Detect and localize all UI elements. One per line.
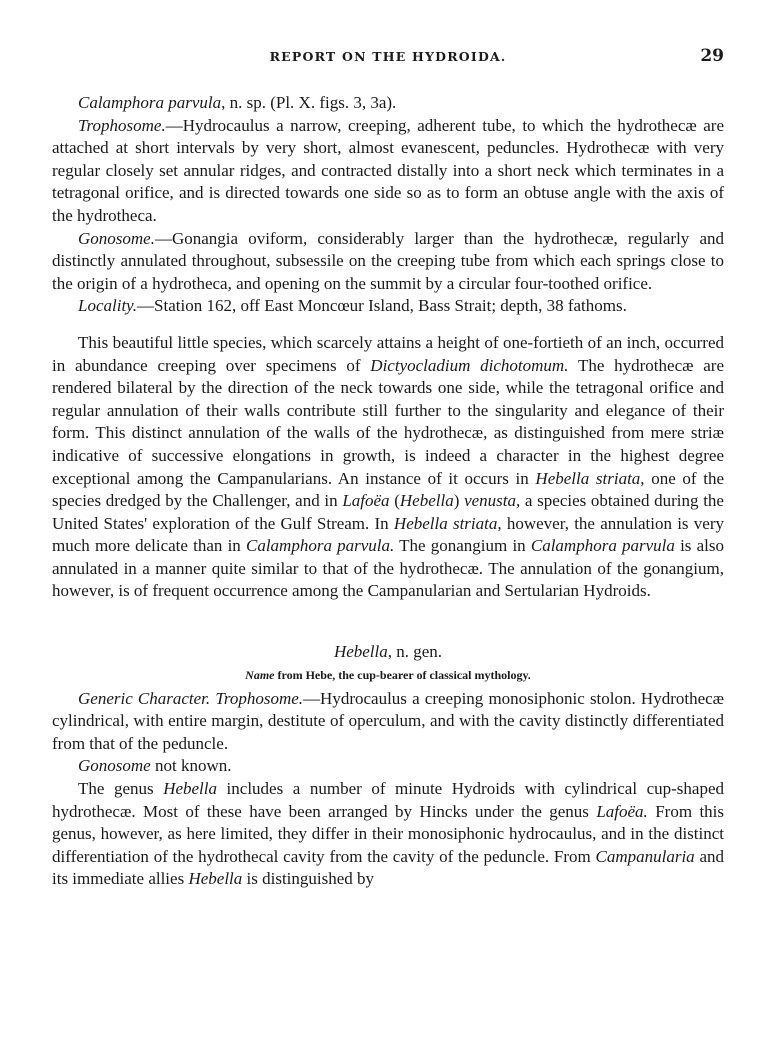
genus-discussion-paragraph xyxy=(52,778,724,891)
genus-gonosome-paragraph xyxy=(52,755,724,778)
trophosome-label: Trophosome. xyxy=(78,115,166,135)
text-run: is distinguished by xyxy=(242,869,375,889)
text-run: The hydrothecæ are rendered bilateral by the direction of the neck towards one side, while the tetragonal orifice and regular annulation of their walls contribute still further to the singularity and elegance of their form. This distinct annulation of the walls of the hydrothecæ, as distinguished from mere striæ indicative of successive elongations in growth, is indeed a character in the highest degree exceptional among the Campanularians. An instance of it occurs in xyxy=(52,355,724,488)
generic-character-text: —Hydrocaulus a creeping monosiphonic stolon. Hydrothecæ cylindrical, with entire margin, destitute of operculum, and with the cavity distinctly differentiated from that of the peduncle. xyxy=(52,688,725,753)
page-header xyxy=(52,46,724,68)
text-run: is also annulated in a manner quite similar to that of the hydrothecæ. The annulation of the gonangium, however, is of frequent occurrence among the Campanularian and Sertularian Hydroids. xyxy=(52,536,724,601)
gonosome-paragraph xyxy=(52,228,724,296)
italic-run: Hebella xyxy=(163,779,218,799)
text-run: The gonangium in xyxy=(394,536,531,556)
gonosome-text: —Gonangia oviform, considerably larger than the hydrothecæ, regularly and distinctly annulated throughout, subsessile on the creeping tube from which each springs close to the origin of a hydrotheca, and opening on the summit by a circular four-toothed orifice. xyxy=(52,228,724,293)
italic-run: Hebella xyxy=(399,491,454,511)
text-run: includes a number of minute Hydroids with cylindrical cup-shaped hydrothecæ. Most of these have been arranged by Hincks under the genus xyxy=(52,779,725,821)
gonosome-label: Gonosome. xyxy=(78,228,155,248)
species-heading-suffix: , n. sp. (Pl. X. figs. 3, 3a). xyxy=(221,93,397,112)
genus-trophosome-label: Trophosome. xyxy=(215,688,304,708)
italic-run: Hebella xyxy=(188,869,243,889)
generic-character-paragraph xyxy=(52,688,724,756)
species-name: Calamphora parvula xyxy=(78,93,222,112)
discussion-paragraph xyxy=(52,332,724,603)
italic-run: Hebella striata, xyxy=(535,468,645,488)
text-run: This beautiful little species, which scarcely attains a height of one-fortieth of an inch, occurred in abundance creeping over specimens of xyxy=(52,332,724,375)
text-run: ) xyxy=(453,491,465,511)
generic-character-label: Generic Character. xyxy=(78,688,211,708)
italic-run: Lafoëa. xyxy=(596,801,648,821)
genus-heading-suffix: , n. gen. xyxy=(387,642,443,662)
genus-gonosome-text: not known. xyxy=(150,756,232,776)
text-run: a species obtained during the United States' exploration of the Gulf Stream. In xyxy=(52,491,724,533)
etymology-text: from Hebe, the cup-bearer of classical mythology. xyxy=(274,667,531,682)
italic-run: venusta, xyxy=(464,491,521,511)
genus-gonosome-label: Gonosome xyxy=(78,756,151,776)
page-number: 29 xyxy=(700,46,724,66)
trophosome-paragraph xyxy=(52,115,724,228)
locality-text: —Station 162, off East Moncœur Island, Bass Strait; depth, 38 fathoms. xyxy=(137,296,627,316)
text-run: one of the species dredged by the Challenger, and in xyxy=(52,468,724,511)
etymology-note xyxy=(52,666,724,684)
italic-run: Hebella striata, xyxy=(393,513,502,533)
italic-run: Lafoëa xyxy=(342,491,390,511)
text-run: ( xyxy=(389,491,400,511)
text-run: The genus xyxy=(78,779,164,799)
running-head: REPORT ON THE HYDROIDA. xyxy=(269,49,507,64)
locality-paragraph xyxy=(52,295,724,318)
text-run: From this genus, however, as here limited, they differ in their monosiphonic hydrocaulus, and in the distinct differentiation of the hydrothecal cavity from the cavity of the peduncle. From xyxy=(52,801,725,866)
italic-run: Calamphora parvula. xyxy=(245,536,395,556)
genus-heading xyxy=(52,641,724,664)
italic-run: Campanularia xyxy=(595,846,695,866)
text-run: however, the annulation is very much more delicate than in xyxy=(52,513,724,556)
text-run: and its immediate allies xyxy=(52,846,724,889)
italic-run: Dictyocladium dichotomum. xyxy=(370,355,569,375)
page-body xyxy=(52,92,724,891)
etymology-label: Name xyxy=(245,667,275,682)
species-heading xyxy=(52,92,724,115)
italic-run: Calamphora parvula xyxy=(530,536,675,556)
locality-label: Locality. xyxy=(78,296,138,316)
trophosome-text: —Hydrocaulus a narrow, creeping, adherent tube, to which the hydrothecæ are attached at short intervals by very short, almost evanescent, peduncles. Hydrothecæ with very regular closely set annular ridges, and contracted distally into a short neck which terminates in a tetragonal orifice, and is directed towards one side so as to form an obtuse angle with the axis of the hydrotheca. xyxy=(52,115,724,225)
genus-name: Hebella xyxy=(333,642,388,662)
